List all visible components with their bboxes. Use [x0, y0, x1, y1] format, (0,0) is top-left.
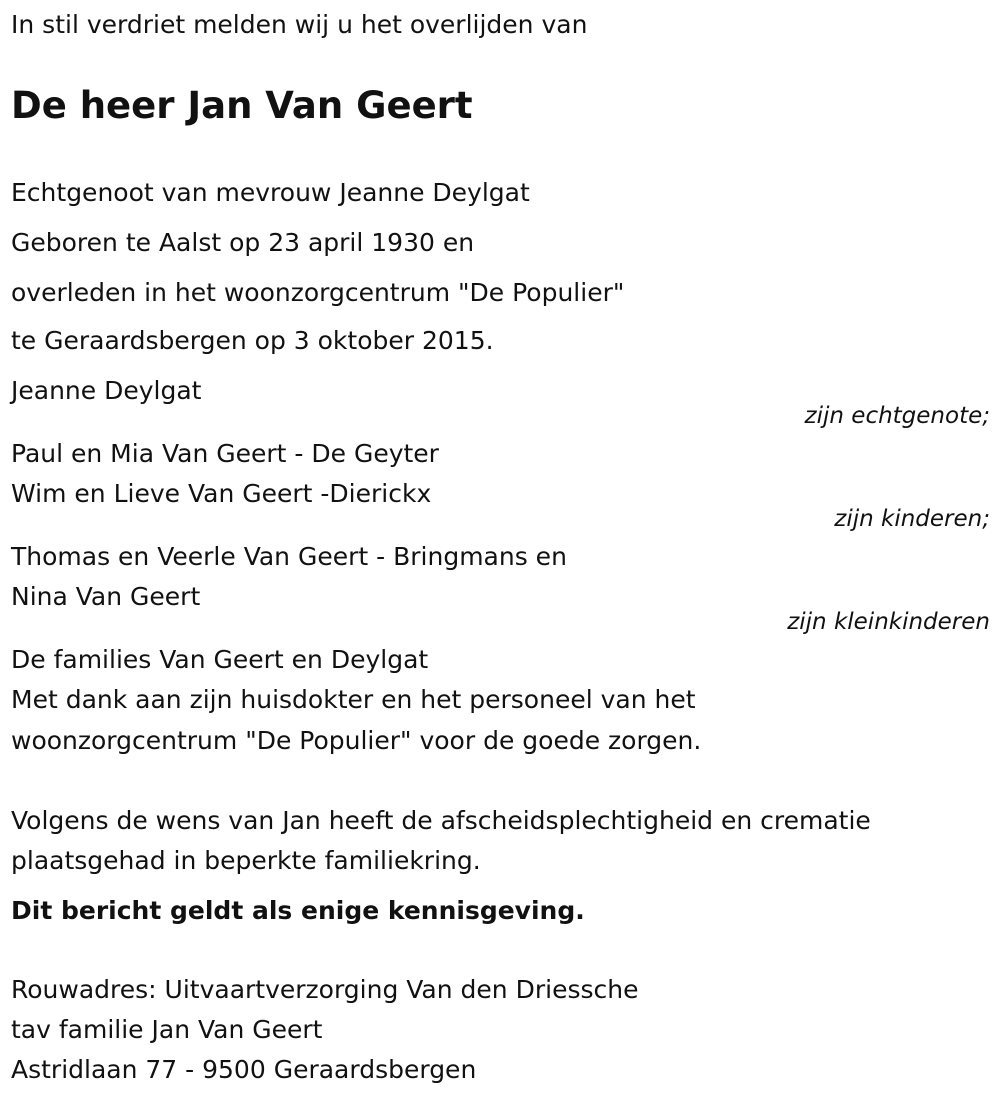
deceased-name: De heer Jan Van Geert [11, 84, 473, 127]
bio-line: te Geraardsbergen op 3 oktober 2015. [11, 326, 494, 355]
spouse-role: zijn echtgenote; [804, 403, 990, 429]
grandchild-name: Nina Van Geert [11, 582, 201, 611]
address-line: Rouwadres: Uitvaartverzorging Van den Driessche [11, 975, 639, 1004]
bio-line: Geboren te Aalst op 23 april 1930 en [11, 228, 475, 257]
notice-text: Dit bericht geldt als enige kennisgeving. [11, 896, 585, 925]
address-line: tav familie Jan Van Geert [11, 1015, 323, 1044]
thanks-line: Met dank aan zijn huisdokter en het personeel van het [11, 685, 696, 714]
children-role: zijn kinderen; [834, 506, 990, 532]
thanks-line: woonzorgcentrum "De Populier" voor de goede zorgen. [11, 726, 702, 755]
intro-text: In stil verdriet melden wij u het overlijden van [11, 10, 588, 39]
spouse-name: Jeanne Deylgat [11, 376, 202, 405]
grandchildren-role: zijn kleinkinderen [787, 609, 990, 635]
child-name: Paul en Mia Van Geert - De Geyter [11, 439, 439, 468]
families-line: De families Van Geert en Deylgat [11, 645, 429, 674]
address-line: Astridlaan 77 - 9500 Geraardsbergen [11, 1055, 477, 1084]
wish-line: plaatsgehad in beperkte familiekring. [11, 846, 481, 875]
bio-line: Echtgenoot van mevrouw Jeanne Deylgat [11, 178, 530, 207]
wish-line: Volgens de wens van Jan heeft de afscheidsplechtigheid en crematie [11, 806, 871, 835]
child-name: Wim en Lieve Van Geert -Dierickx [11, 479, 432, 508]
bio-line: overleden in het woonzorgcentrum "De Populier" [11, 278, 625, 307]
grandchild-name: Thomas en Veerle Van Geert - Bringmans en [11, 542, 567, 571]
